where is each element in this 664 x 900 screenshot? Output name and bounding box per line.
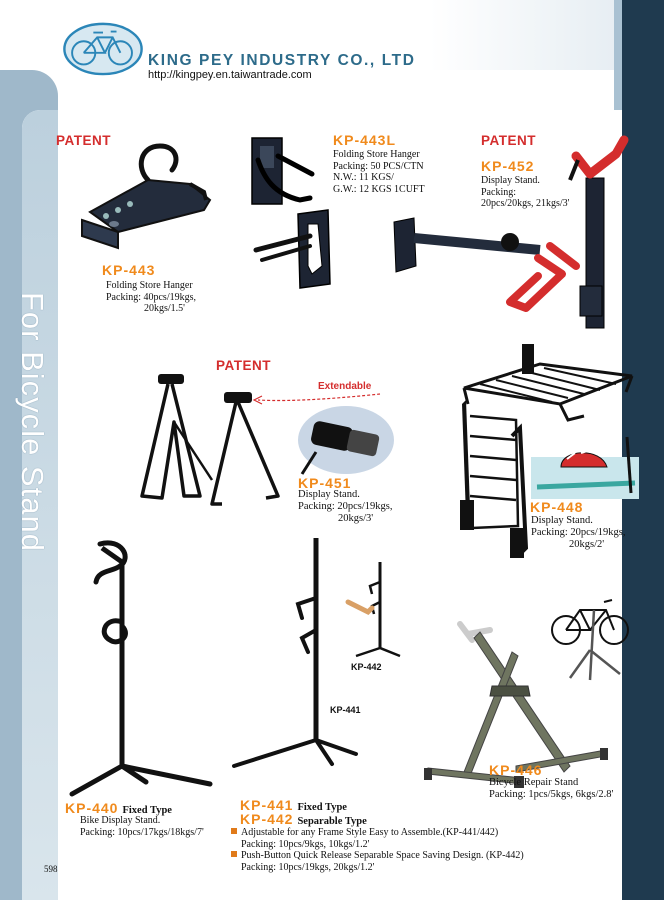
product-desc-kp443 [106, 280, 196, 315]
bullet-text: Push-Button Quick Release Separable Space Saving Design. (KP-442) [241, 850, 524, 861]
desc-line: Bike Display Stand. [80, 815, 161, 826]
desc-line: Folding Store Hanger [333, 149, 420, 160]
product-desc-kp451 [298, 489, 393, 525]
company-name: KING PEY INDUSTRY CO., LTD [148, 52, 416, 69]
desc-line: Packing: 50 PCS/CTN [333, 160, 424, 172]
desc-line: Packing: 40pcs/19kgs, [106, 291, 196, 303]
bullet-line [231, 850, 524, 862]
product-desc-kp446 [489, 777, 613, 801]
product-desc-kp440 [80, 815, 204, 838]
desc-line: Packing: 20pcs/19kgs, [531, 527, 626, 538]
bullet-icon [231, 828, 237, 834]
desc-line: Display Stand. [481, 175, 540, 186]
desc-line: Bicycle Repair Stand [489, 777, 579, 788]
desc-line: 20kgs/3' [338, 513, 374, 524]
bullet-icon [231, 851, 237, 857]
desc-line: 20kgs/2' [569, 539, 605, 550]
type-label-kp440: Fixed Type [122, 805, 172, 816]
product-desc-kp441-442 [231, 827, 524, 873]
product-code-kp451: KP-451 [298, 475, 352, 491]
product-code-kp440: KP-440 [65, 800, 119, 816]
desc-line: 20kgs/1.5' [144, 303, 185, 314]
extendable-callout: Extendable [318, 381, 372, 392]
product-code-kp443: KP-443 [102, 262, 156, 278]
desc-line: Packing: [481, 186, 516, 198]
bullet-packing-line: Packing: 10pcs/19kgs, 20kgs/1.2' [241, 861, 375, 873]
desc-line: Display Stand. [531, 515, 593, 526]
kp441-image-label: KP-441 [330, 705, 361, 715]
bullet-packing-line: Packing: 10pcs/9kgs, 10kgs/1.2' [241, 838, 370, 850]
type-label-kp442: Separable Type [297, 816, 367, 827]
product-code-kp443l: KP-443L [333, 132, 397, 148]
bicycle-logo-icon [62, 20, 144, 76]
patent-badge-kp443: PATENT [56, 133, 111, 148]
desc-line: 20pcs/20kgs, 21kgs/3' [481, 198, 570, 209]
kp452-wall-arm-image [390, 126, 650, 336]
kp443l-hanger-open-image [252, 206, 342, 296]
product-code-kp452: KP-452 [481, 158, 535, 174]
kp442-separable-stand-image [344, 556, 404, 660]
patent-badge-kp451: PATENT [216, 358, 271, 373]
desc-line: Folding Store Hanger [106, 280, 193, 291]
product-desc-kp448 [531, 515, 626, 551]
type-label-kp441: Fixed Type [297, 802, 347, 813]
desc-line: Packing: 1pcs/5kgs, 6kgs/2.8' [489, 789, 614, 800]
page-number: 598 [44, 864, 58, 874]
product-code-kp448: KP-448 [530, 499, 584, 515]
kp441-floor-stand-image [228, 534, 358, 770]
kp440-display-stand-image [62, 536, 212, 798]
kp442-image-label: KP-442 [351, 662, 382, 672]
company-url-link[interactable]: http://kingpey.en.taiwantrade.com [148, 69, 312, 81]
desc-line: Packing: 10pcs/17kgs/18kgs/7' [80, 826, 204, 838]
kp443l-hanger-folded-image [244, 132, 334, 212]
kp451-extension-detail-image [296, 404, 396, 476]
desc-line: G.W.: 12 KGS 1CUFT [333, 183, 425, 195]
kp451-a-frame-stand-image [128, 370, 288, 508]
desc-line: Display Stand. [298, 489, 360, 500]
category-title-vertical: For Bicycle Stand [15, 292, 50, 552]
bullet-text: Adjustable for any Frame Style Easy to Assemble.(KP-441/442) [241, 827, 499, 838]
kp443-hanger-image [78, 140, 218, 260]
desc-line: N.W.: 11 KGS/ [333, 172, 394, 183]
desc-line: Packing: 20pcs/19kgs, [298, 501, 393, 512]
product-code-kp446: KP-446 [489, 762, 543, 778]
kp448-bike-helmet-image [531, 433, 639, 499]
product-code-kp442: KP-442 [240, 811, 294, 827]
patent-badge-kp452: PATENT [481, 133, 536, 148]
bullet-line [231, 827, 524, 839]
product-code-kp441: KP-441 [240, 797, 294, 813]
